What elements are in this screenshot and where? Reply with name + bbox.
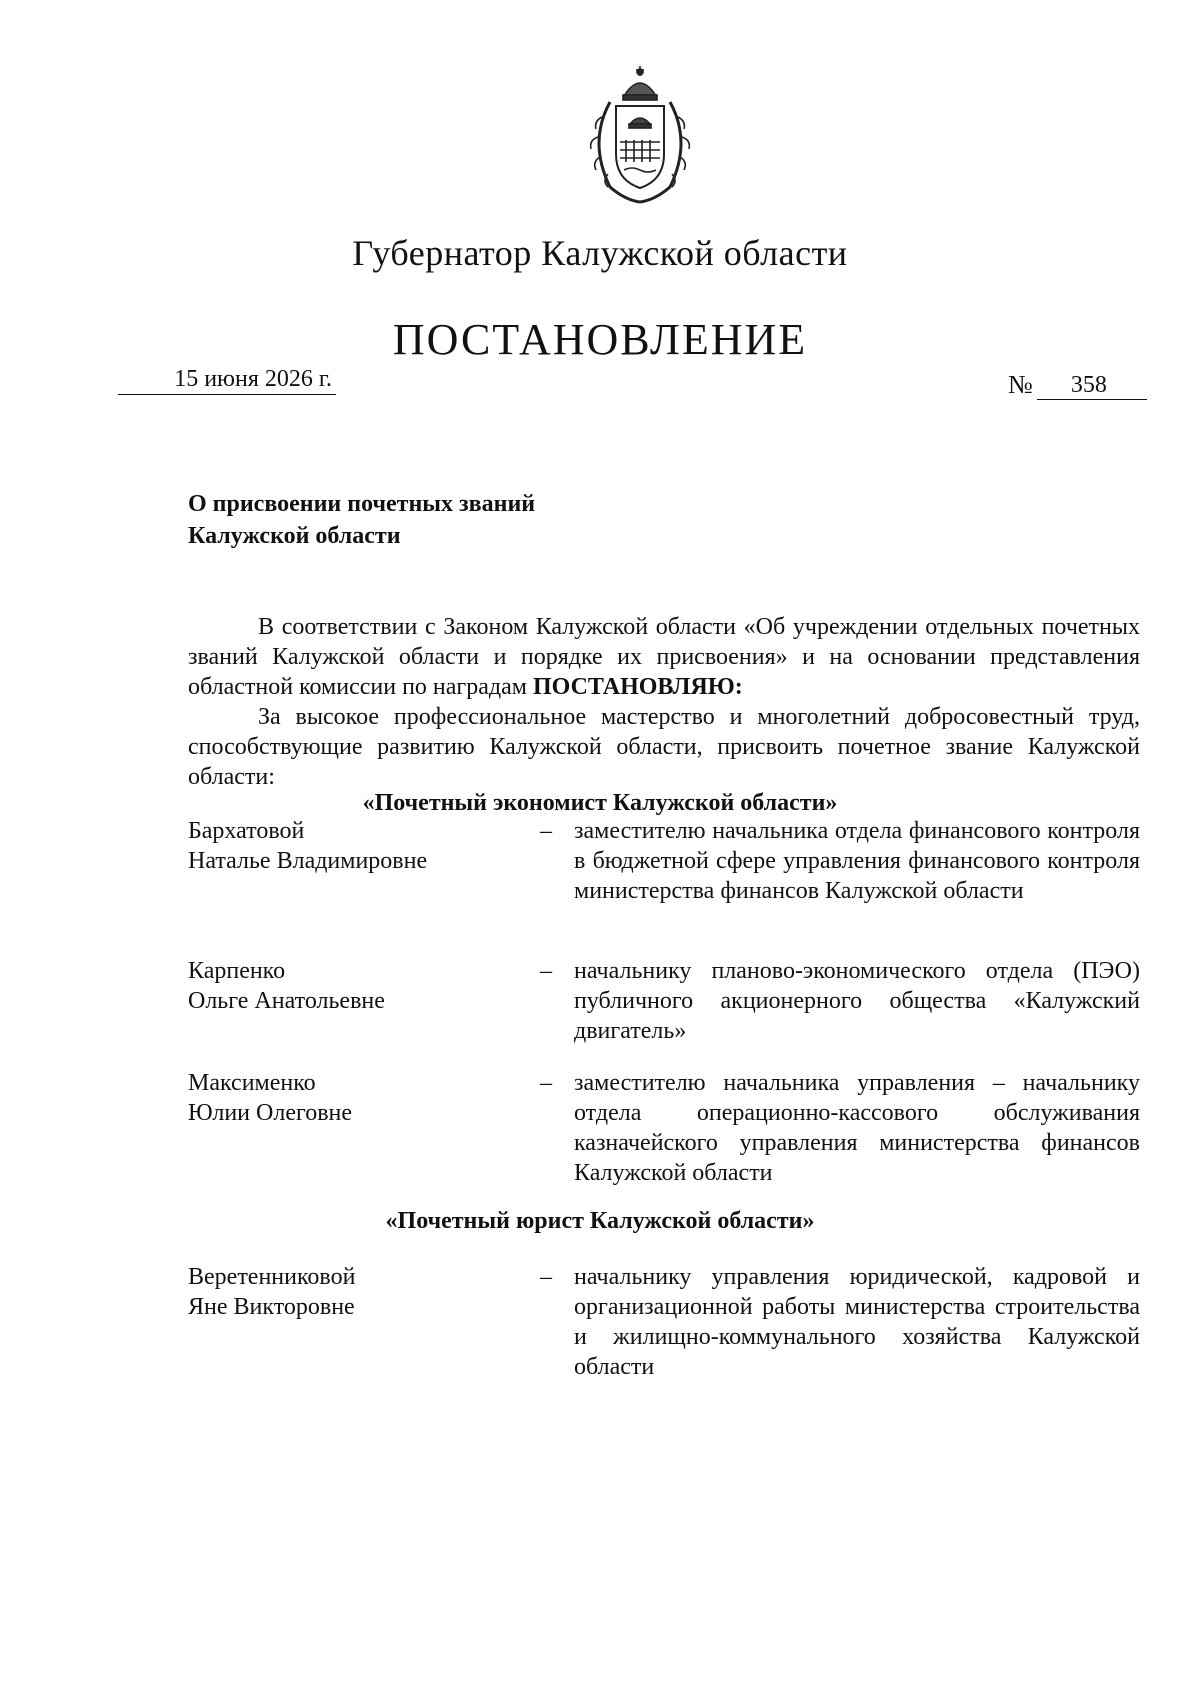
recipient-surname: Карпенко bbox=[188, 958, 286, 984]
document-type-title: ПОСТАНОВЛЕНИЕ bbox=[392, 315, 808, 364]
recipient-name bbox=[188, 816, 518, 906]
dash-separator: – bbox=[540, 1070, 552, 1096]
document-subject bbox=[188, 488, 535, 552]
number-value: 358 bbox=[1037, 372, 1147, 400]
number-label: № bbox=[1008, 370, 1033, 399]
recipient-name bbox=[188, 1262, 518, 1382]
award-recipient bbox=[188, 1068, 1140, 1188]
recipient-given-name: Яне Викторовне bbox=[188, 1294, 355, 1320]
document-date-text: 15 июня 2026 г. bbox=[174, 366, 332, 392]
recipient-surname: Веретенниковой bbox=[188, 1264, 356, 1290]
award-recipient bbox=[188, 816, 1140, 906]
recipient-position: заместителю начальника отдела финансового контроля в бюджетной сфере управления финансового контроля министерства финансов Калужской области bbox=[574, 818, 1140, 904]
recipient-name bbox=[188, 956, 518, 1046]
recipient-position: начальнику управления юридической, кадровой и организационной работы министерства строительства и жилищно-коммунального хозяйства Калужской области bbox=[574, 1264, 1140, 1380]
recipient-given-name: Ольге Анатольевне bbox=[188, 988, 385, 1014]
subject-line-1: О присвоении почетных званий bbox=[188, 491, 536, 517]
dash-separator: – bbox=[540, 958, 552, 984]
subject-line-2: Калужской области bbox=[188, 523, 401, 549]
dash-separator: – bbox=[540, 1264, 552, 1290]
preamble-paragraph bbox=[188, 612, 1140, 702]
award-category-title: «Почетный экономист Калужской области» bbox=[362, 790, 838, 816]
recipient-position: заместителю начальника управления – начальнику отдела операционно-кассового обслуживания казначейского управления министерства финансов Калужской области bbox=[574, 1070, 1140, 1186]
intro-paragraph: За высокое профессиональное мастерство и многолетний добросовестный труд, способствующие развитию Калужской области, присвоить почетное звание Калужской области: bbox=[188, 704, 1140, 790]
decree-word: ПОСТАНОВЛЯЮ: bbox=[532, 674, 743, 700]
award-category-title: «Почетный юрист Калужской области» bbox=[385, 1208, 815, 1234]
dash-separator: – bbox=[540, 818, 552, 844]
document-date bbox=[118, 366, 336, 395]
recipient-surname: Максименко bbox=[188, 1070, 316, 1096]
recipient-position: начальнику планово-экономического отдела (ПЭО) публичного акционерного общества «Калужский двигатель» bbox=[574, 958, 1140, 1044]
recipient-given-name: Наталье Владимировне bbox=[188, 848, 428, 874]
document-body bbox=[188, 612, 1140, 792]
preamble-text: В соответствии с Законом Калужской области «Об учреждении отдельных почетных званий Калужской области и порядке их присвоения» и на основании представления областной комиссии по наградам bbox=[188, 614, 1140, 700]
recipient-name bbox=[188, 1068, 518, 1188]
recipient-given-name: Юлии Олеговне bbox=[188, 1100, 353, 1126]
recipient-surname: Бархатовой bbox=[188, 818, 305, 844]
award-recipient bbox=[188, 956, 1140, 1046]
document-number bbox=[1008, 370, 1147, 400]
coat-of-arms-emblem bbox=[580, 62, 700, 207]
award-recipient bbox=[188, 1262, 1140, 1382]
issuing-authority: Губернатор Калужской области bbox=[352, 233, 848, 273]
